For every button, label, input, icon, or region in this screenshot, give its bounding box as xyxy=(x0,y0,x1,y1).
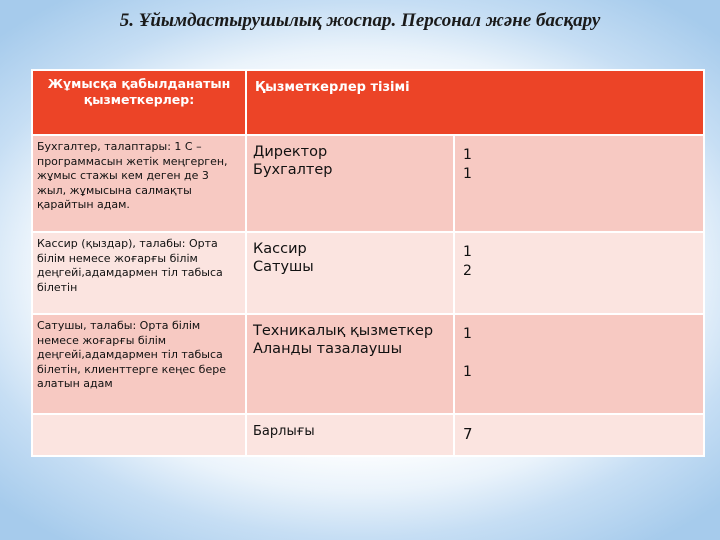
staff-count: 1 xyxy=(463,364,472,380)
position-name: Кассир xyxy=(253,241,307,257)
page-title: 5. Ұйымдастырушылық жоспар. Персонал және басқару xyxy=(119,10,601,31)
staff-count: 1 xyxy=(463,166,472,182)
position-name: Аланды тазалаушы xyxy=(253,341,403,357)
table-total-row xyxy=(32,414,704,456)
position-name: Директор xyxy=(253,144,328,160)
count-cell xyxy=(454,232,704,314)
staff-count: 1 xyxy=(463,147,472,163)
positions-cell xyxy=(246,314,454,414)
staff-table xyxy=(31,69,705,457)
position-name: Бухгалтер xyxy=(253,162,333,178)
table-row xyxy=(32,314,704,414)
total-count: 7 xyxy=(463,425,473,443)
positions-cell xyxy=(246,232,454,314)
staff-count: 1 xyxy=(463,244,472,260)
requirement-cell: Кассир (қыздар), талабы: Орта білім немесе жоғарғы білім деңгейі,адамдармен тіл табыса білетін xyxy=(32,232,246,314)
requirement-cell: Бухгалтер, талаптары: 1 С – программасын жетік меңгерген, жұмыс стажы кем деген де 3 жыл, жұмысына салмақты қарайтын адам. xyxy=(32,135,246,232)
staff-count: 2 xyxy=(463,263,472,279)
total-label-cell xyxy=(246,414,454,456)
position-name: Техникалық қызметкер xyxy=(253,323,434,339)
requirement-cell xyxy=(32,414,246,456)
staff-count: 1 xyxy=(463,326,472,342)
count-cell xyxy=(454,135,704,232)
positions-cell xyxy=(246,135,454,232)
position-name: Сатушы xyxy=(253,259,314,275)
total-count-cell xyxy=(454,414,704,456)
header-hired-staff: Жұмысқа қабылданатын қызметкерлер: xyxy=(32,70,246,135)
table-row xyxy=(32,232,704,314)
count-cell xyxy=(454,314,704,414)
total-label: Барлығы xyxy=(253,424,315,439)
table-header-row xyxy=(32,70,704,135)
table-row xyxy=(32,135,704,232)
requirement-cell: Сатушы, талабы: Орта білім немесе жоғарғы білім деңгейі,адамдармен тіл табыса білетін, клиенттерге кеңес бере алатын адам xyxy=(32,314,246,414)
header-staff-list: Қызметкерлер тізімі xyxy=(246,70,704,135)
